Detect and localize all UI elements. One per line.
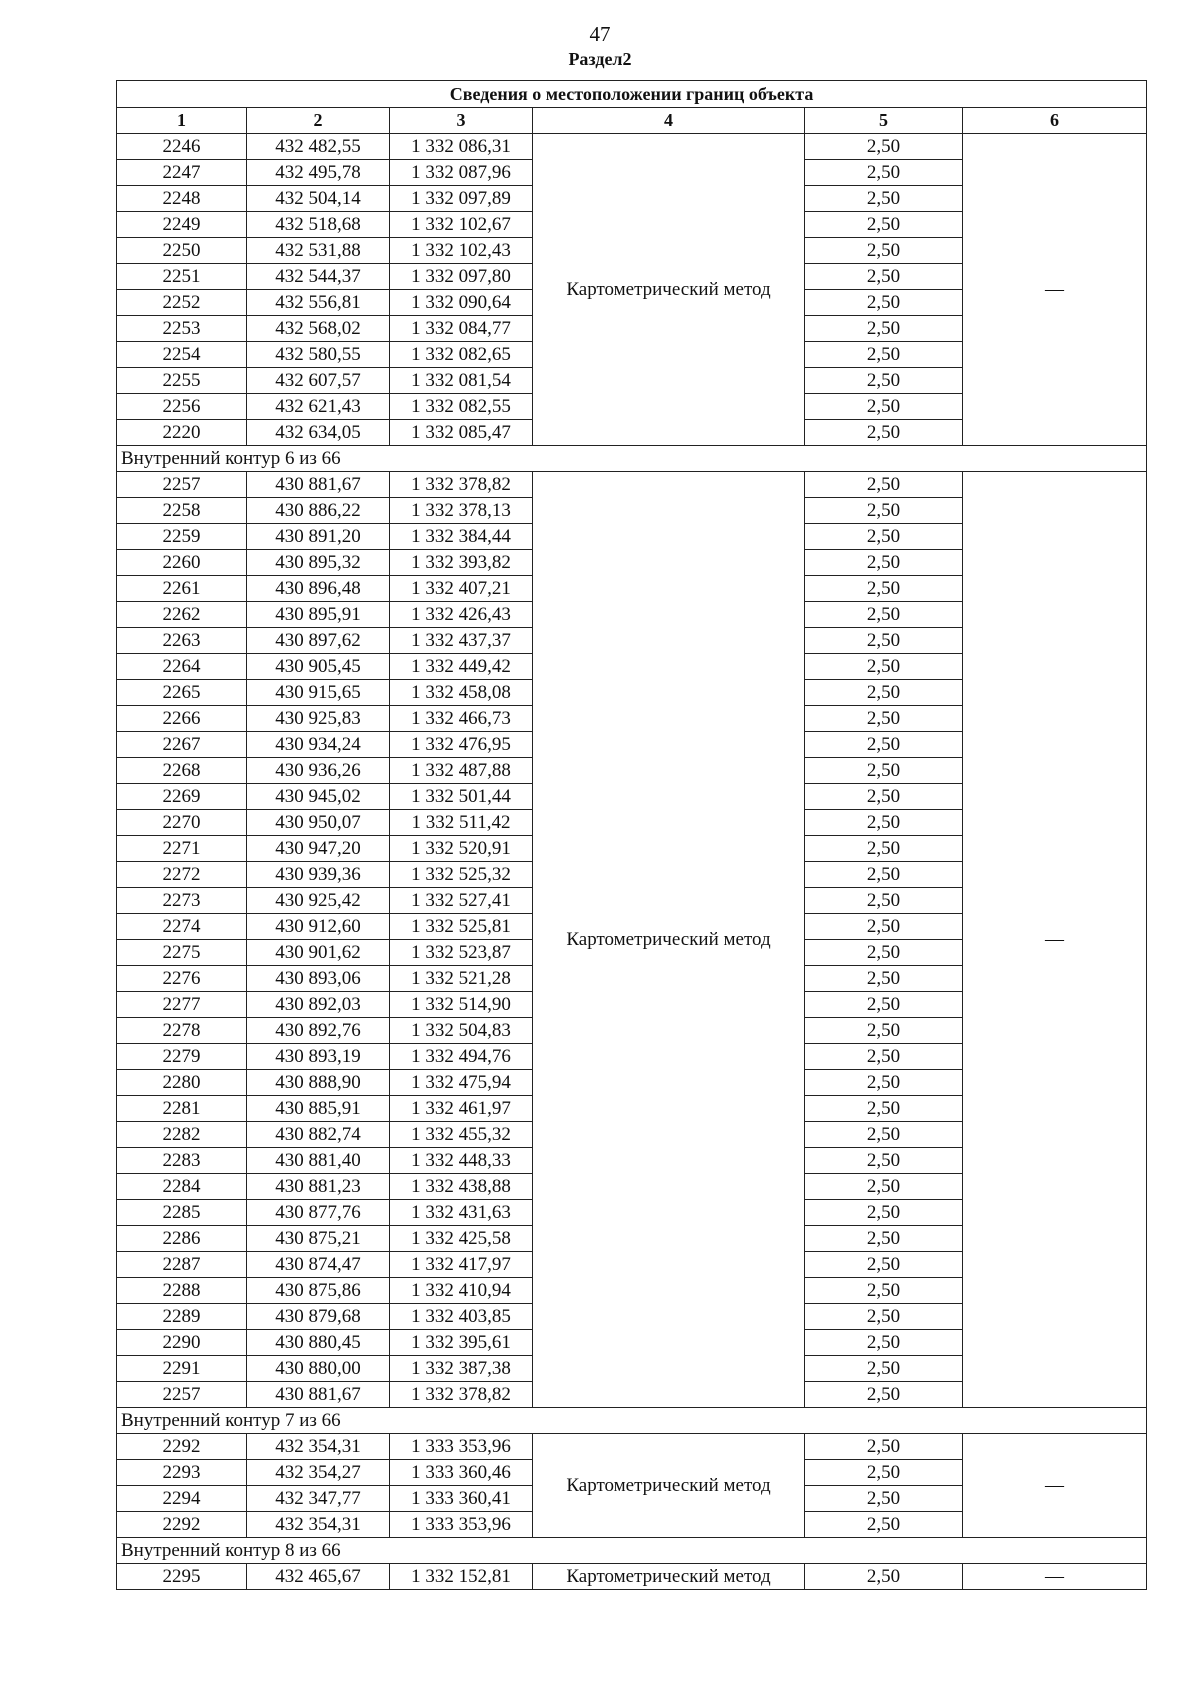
point-number-cell: 2285 bbox=[117, 1200, 247, 1226]
y-coordinate-cell: 1 332 090,64 bbox=[390, 290, 533, 316]
y-coordinate-cell: 1 332 085,47 bbox=[390, 420, 533, 446]
y-coordinate-cell: 1 332 087,96 bbox=[390, 160, 533, 186]
x-coordinate-cell: 430 901,62 bbox=[247, 940, 390, 966]
accuracy-cell: 2,50 bbox=[805, 1200, 963, 1226]
accuracy-cell: 2,50 bbox=[805, 810, 963, 836]
accuracy-cell: 2,50 bbox=[805, 914, 963, 940]
y-coordinate-cell: 1 332 461,97 bbox=[390, 1096, 533, 1122]
x-coordinate-cell: 432 607,57 bbox=[247, 368, 390, 394]
y-coordinate-cell: 1 332 449,42 bbox=[390, 654, 533, 680]
y-coordinate-cell: 1 332 387,38 bbox=[390, 1356, 533, 1382]
accuracy-cell: 2,50 bbox=[805, 264, 963, 290]
y-coordinate-cell: 1 333 360,46 bbox=[390, 1460, 533, 1486]
point-number-cell: 2257 bbox=[117, 1382, 247, 1408]
x-coordinate-cell: 430 934,24 bbox=[247, 732, 390, 758]
y-coordinate-cell: 1 333 353,96 bbox=[390, 1434, 533, 1460]
accuracy-cell: 2,50 bbox=[805, 1564, 963, 1590]
y-coordinate-cell: 1 332 511,42 bbox=[390, 810, 533, 836]
point-number-cell: 2248 bbox=[117, 186, 247, 212]
x-coordinate-cell: 430 915,65 bbox=[247, 680, 390, 706]
x-coordinate-cell: 430 895,91 bbox=[247, 602, 390, 628]
x-coordinate-cell: 432 544,37 bbox=[247, 264, 390, 290]
point-number-cell: 2259 bbox=[117, 524, 247, 550]
point-number-cell: 2267 bbox=[117, 732, 247, 758]
x-coordinate-cell: 430 947,20 bbox=[247, 836, 390, 862]
point-number-cell: 2270 bbox=[117, 810, 247, 836]
accuracy-cell: 2,50 bbox=[805, 706, 963, 732]
y-coordinate-cell: 1 332 437,37 bbox=[390, 628, 533, 654]
x-coordinate-cell: 430 912,60 bbox=[247, 914, 390, 940]
y-coordinate-cell: 1 332 475,94 bbox=[390, 1070, 533, 1096]
y-coordinate-cell: 1 332 393,82 bbox=[390, 550, 533, 576]
column-header: 4 bbox=[533, 108, 805, 134]
accuracy-cell: 2,50 bbox=[805, 940, 963, 966]
accuracy-cell: 2,50 bbox=[805, 420, 963, 446]
table-row bbox=[117, 1564, 1147, 1590]
point-number-cell: 2262 bbox=[117, 602, 247, 628]
point-number-cell: 2264 bbox=[117, 654, 247, 680]
point-number-cell: 2268 bbox=[117, 758, 247, 784]
x-coordinate-cell: 430 881,67 bbox=[247, 472, 390, 498]
description-cell: — bbox=[963, 472, 1147, 1408]
x-coordinate-cell: 432 634,05 bbox=[247, 420, 390, 446]
y-coordinate-cell: 1 332 501,44 bbox=[390, 784, 533, 810]
accuracy-cell: 2,50 bbox=[805, 1278, 963, 1304]
method-cell: Картометрический метод bbox=[533, 472, 805, 1408]
x-coordinate-cell: 432 354,31 bbox=[247, 1512, 390, 1538]
y-coordinate-cell: 1 332 520,91 bbox=[390, 836, 533, 862]
column-header: 6 bbox=[963, 108, 1147, 134]
x-coordinate-cell: 430 925,83 bbox=[247, 706, 390, 732]
x-coordinate-cell: 430 879,68 bbox=[247, 1304, 390, 1330]
x-coordinate-cell: 430 939,36 bbox=[247, 862, 390, 888]
point-number-cell: 2269 bbox=[117, 784, 247, 810]
y-coordinate-cell: 1 332 514,90 bbox=[390, 992, 533, 1018]
point-number-cell: 2284 bbox=[117, 1174, 247, 1200]
y-coordinate-cell: 1 332 417,97 bbox=[390, 1252, 533, 1278]
x-coordinate-cell: 430 882,74 bbox=[247, 1122, 390, 1148]
table-body bbox=[117, 81, 1147, 1590]
point-number-cell: 2282 bbox=[117, 1122, 247, 1148]
y-coordinate-cell: 1 332 466,73 bbox=[390, 706, 533, 732]
x-coordinate-cell: 432 531,88 bbox=[247, 238, 390, 264]
table-row bbox=[117, 134, 1147, 160]
y-coordinate-cell: 1 332 523,87 bbox=[390, 940, 533, 966]
x-coordinate-cell: 430 897,62 bbox=[247, 628, 390, 654]
y-coordinate-cell: 1 332 384,44 bbox=[390, 524, 533, 550]
y-coordinate-cell: 1 332 081,54 bbox=[390, 368, 533, 394]
x-coordinate-cell: 430 881,40 bbox=[247, 1148, 390, 1174]
page-number: 47 bbox=[589, 22, 611, 46]
point-number-cell: 2289 bbox=[117, 1304, 247, 1330]
x-coordinate-cell: 432 504,14 bbox=[247, 186, 390, 212]
x-coordinate-cell: 430 881,23 bbox=[247, 1174, 390, 1200]
accuracy-cell: 2,50 bbox=[805, 1460, 963, 1486]
x-coordinate-cell: 430 886,22 bbox=[247, 498, 390, 524]
accuracy-cell: 2,50 bbox=[805, 1226, 963, 1252]
contour-row bbox=[117, 446, 1147, 472]
accuracy-cell: 2,50 bbox=[805, 992, 963, 1018]
point-number-cell: 2261 bbox=[117, 576, 247, 602]
accuracy-cell: 2,50 bbox=[805, 784, 963, 810]
method-cell: Картометрический метод bbox=[533, 134, 805, 446]
y-coordinate-cell: 1 332 378,13 bbox=[390, 498, 533, 524]
accuracy-cell: 2,50 bbox=[805, 758, 963, 784]
accuracy-cell: 2,50 bbox=[805, 654, 963, 680]
point-number-cell: 2275 bbox=[117, 940, 247, 966]
point-number-cell: 2257 bbox=[117, 472, 247, 498]
x-coordinate-cell: 432 621,43 bbox=[247, 394, 390, 420]
accuracy-cell: 2,50 bbox=[805, 394, 963, 420]
x-coordinate-cell: 430 874,47 bbox=[247, 1252, 390, 1278]
accuracy-cell: 2,50 bbox=[805, 1304, 963, 1330]
accuracy-cell: 2,50 bbox=[805, 1148, 963, 1174]
x-coordinate-cell: 430 892,03 bbox=[247, 992, 390, 1018]
accuracy-cell: 2,50 bbox=[805, 1070, 963, 1096]
y-coordinate-cell: 1 332 487,88 bbox=[390, 758, 533, 784]
y-coordinate-cell: 1 332 425,58 bbox=[390, 1226, 533, 1252]
accuracy-cell: 2,50 bbox=[805, 1252, 963, 1278]
y-coordinate-cell: 1 332 102,43 bbox=[390, 238, 533, 264]
y-coordinate-cell: 1 332 521,28 bbox=[390, 966, 533, 992]
accuracy-cell: 2,50 bbox=[805, 628, 963, 654]
column-header: 2 bbox=[247, 108, 390, 134]
point-number-cell: 2249 bbox=[117, 212, 247, 238]
x-coordinate-cell: 430 875,86 bbox=[247, 1278, 390, 1304]
accuracy-cell: 2,50 bbox=[805, 1356, 963, 1382]
point-number-cell: 2279 bbox=[117, 1044, 247, 1070]
y-coordinate-cell: 1 332 378,82 bbox=[390, 1382, 533, 1408]
x-coordinate-cell: 430 893,06 bbox=[247, 966, 390, 992]
point-number-cell: 2254 bbox=[117, 342, 247, 368]
y-coordinate-cell: 1 333 353,96 bbox=[390, 1512, 533, 1538]
contour-row bbox=[117, 1538, 1147, 1564]
x-coordinate-cell: 430 905,45 bbox=[247, 654, 390, 680]
accuracy-cell: 2,50 bbox=[805, 732, 963, 758]
accuracy-cell: 2,50 bbox=[805, 680, 963, 706]
section-title: Раздел2 bbox=[568, 49, 632, 69]
point-number-cell: 2290 bbox=[117, 1330, 247, 1356]
x-coordinate-cell: 430 945,02 bbox=[247, 784, 390, 810]
x-coordinate-cell: 430 880,00 bbox=[247, 1356, 390, 1382]
accuracy-cell: 2,50 bbox=[805, 1486, 963, 1512]
point-number-cell: 2253 bbox=[117, 316, 247, 342]
point-number-cell: 2271 bbox=[117, 836, 247, 862]
point-number-cell: 2291 bbox=[117, 1356, 247, 1382]
accuracy-cell: 2,50 bbox=[805, 160, 963, 186]
y-coordinate-cell: 1 332 097,80 bbox=[390, 264, 533, 290]
accuracy-cell: 2,50 bbox=[805, 836, 963, 862]
point-number-cell: 2292 bbox=[117, 1512, 247, 1538]
column-header: 3 bbox=[390, 108, 533, 134]
x-coordinate-cell: 432 347,77 bbox=[247, 1486, 390, 1512]
x-coordinate-cell: 430 895,32 bbox=[247, 550, 390, 576]
accuracy-cell: 2,50 bbox=[805, 498, 963, 524]
y-coordinate-cell: 1 332 378,82 bbox=[390, 472, 533, 498]
y-coordinate-cell: 1 332 527,41 bbox=[390, 888, 533, 914]
point-number-cell: 2283 bbox=[117, 1148, 247, 1174]
point-number-cell: 2274 bbox=[117, 914, 247, 940]
point-number-cell: 2258 bbox=[117, 498, 247, 524]
table-row bbox=[117, 1434, 1147, 1460]
accuracy-cell: 2,50 bbox=[805, 134, 963, 160]
y-coordinate-cell: 1 332 458,08 bbox=[390, 680, 533, 706]
point-number-cell: 2255 bbox=[117, 368, 247, 394]
x-coordinate-cell: 430 925,42 bbox=[247, 888, 390, 914]
accuracy-cell: 2,50 bbox=[805, 524, 963, 550]
x-coordinate-cell: 432 518,68 bbox=[247, 212, 390, 238]
y-coordinate-cell: 1 332 410,94 bbox=[390, 1278, 533, 1304]
y-coordinate-cell: 1 332 403,85 bbox=[390, 1304, 533, 1330]
accuracy-cell: 2,50 bbox=[805, 1434, 963, 1460]
column-header: 5 bbox=[805, 108, 963, 134]
point-number-cell: 2287 bbox=[117, 1252, 247, 1278]
point-number-cell: 2220 bbox=[117, 420, 247, 446]
y-coordinate-cell: 1 332 102,67 bbox=[390, 212, 533, 238]
y-coordinate-cell: 1 332 525,32 bbox=[390, 862, 533, 888]
y-coordinate-cell: 1 332 476,95 bbox=[390, 732, 533, 758]
contour-row bbox=[117, 1408, 1147, 1434]
accuracy-cell: 2,50 bbox=[805, 290, 963, 316]
y-coordinate-cell: 1 332 525,81 bbox=[390, 914, 533, 940]
method-cell: Картометрический метод bbox=[533, 1434, 805, 1538]
accuracy-cell: 2,50 bbox=[805, 1330, 963, 1356]
y-coordinate-cell: 1 332 084,77 bbox=[390, 316, 533, 342]
x-coordinate-cell: 430 885,91 bbox=[247, 1096, 390, 1122]
point-number-cell: 2265 bbox=[117, 680, 247, 706]
point-number-cell: 2286 bbox=[117, 1226, 247, 1252]
point-number-cell: 2278 bbox=[117, 1018, 247, 1044]
accuracy-cell: 2,50 bbox=[805, 472, 963, 498]
point-number-cell: 2246 bbox=[117, 134, 247, 160]
x-coordinate-cell: 430 896,48 bbox=[247, 576, 390, 602]
y-coordinate-cell: 1 332 455,32 bbox=[390, 1122, 533, 1148]
x-coordinate-cell: 432 568,02 bbox=[247, 316, 390, 342]
point-number-cell: 2276 bbox=[117, 966, 247, 992]
x-coordinate-cell: 432 482,55 bbox=[247, 134, 390, 160]
x-coordinate-cell: 430 881,67 bbox=[247, 1382, 390, 1408]
contour-label: Внутренний контур 8 из 66 bbox=[117, 1538, 1147, 1564]
y-coordinate-cell: 1 332 086,31 bbox=[390, 134, 533, 160]
point-number-cell: 2292 bbox=[117, 1434, 247, 1460]
y-coordinate-cell: 1 332 448,33 bbox=[390, 1148, 533, 1174]
point-number-cell: 2266 bbox=[117, 706, 247, 732]
accuracy-cell: 2,50 bbox=[805, 238, 963, 264]
y-coordinate-cell: 1 332 097,89 bbox=[390, 186, 533, 212]
point-number-cell: 2247 bbox=[117, 160, 247, 186]
x-coordinate-cell: 430 893,19 bbox=[247, 1044, 390, 1070]
y-coordinate-cell: 1 332 152,81 bbox=[390, 1564, 533, 1590]
x-coordinate-cell: 430 888,90 bbox=[247, 1070, 390, 1096]
point-number-cell: 2273 bbox=[117, 888, 247, 914]
accuracy-cell: 2,50 bbox=[805, 862, 963, 888]
x-coordinate-cell: 430 950,07 bbox=[247, 810, 390, 836]
point-number-cell: 2260 bbox=[117, 550, 247, 576]
y-coordinate-cell: 1 332 082,55 bbox=[390, 394, 533, 420]
accuracy-cell: 2,50 bbox=[805, 368, 963, 394]
y-coordinate-cell: 1 332 438,88 bbox=[390, 1174, 533, 1200]
description-cell: — bbox=[963, 1434, 1147, 1538]
description-cell: — bbox=[963, 1564, 1147, 1590]
y-coordinate-cell: 1 333 360,41 bbox=[390, 1486, 533, 1512]
y-coordinate-cell: 1 332 426,43 bbox=[390, 602, 533, 628]
x-coordinate-cell: 430 936,26 bbox=[247, 758, 390, 784]
accuracy-cell: 2,50 bbox=[805, 186, 963, 212]
point-number-cell: 2295 bbox=[117, 1564, 247, 1590]
x-coordinate-cell: 430 892,76 bbox=[247, 1018, 390, 1044]
accuracy-cell: 2,50 bbox=[805, 316, 963, 342]
table-title: Сведения о местоположении границ объекта bbox=[117, 81, 1147, 108]
column-header: 1 bbox=[117, 108, 247, 134]
accuracy-cell: 2,50 bbox=[805, 1096, 963, 1122]
x-coordinate-cell: 432 495,78 bbox=[247, 160, 390, 186]
accuracy-cell: 2,50 bbox=[805, 888, 963, 914]
point-number-cell: 2288 bbox=[117, 1278, 247, 1304]
accuracy-cell: 2,50 bbox=[805, 342, 963, 368]
accuracy-cell: 2,50 bbox=[805, 966, 963, 992]
accuracy-cell: 2,50 bbox=[805, 212, 963, 238]
boundary-table bbox=[116, 80, 1147, 1590]
point-number-cell: 2293 bbox=[117, 1460, 247, 1486]
accuracy-cell: 2,50 bbox=[805, 1512, 963, 1538]
point-number-cell: 2281 bbox=[117, 1096, 247, 1122]
x-coordinate-cell: 430 880,45 bbox=[247, 1330, 390, 1356]
y-coordinate-cell: 1 332 082,65 bbox=[390, 342, 533, 368]
y-coordinate-cell: 1 332 407,21 bbox=[390, 576, 533, 602]
point-number-cell: 2250 bbox=[117, 238, 247, 264]
y-coordinate-cell: 1 332 431,63 bbox=[390, 1200, 533, 1226]
point-number-cell: 2277 bbox=[117, 992, 247, 1018]
accuracy-cell: 2,50 bbox=[805, 1382, 963, 1408]
accuracy-cell: 2,50 bbox=[805, 602, 963, 628]
point-number-cell: 2256 bbox=[117, 394, 247, 420]
accuracy-cell: 2,50 bbox=[805, 1122, 963, 1148]
method-cell: Картометрический метод bbox=[533, 1564, 805, 1590]
point-number-cell: 2263 bbox=[117, 628, 247, 654]
contour-label: Внутренний контур 6 из 66 bbox=[117, 446, 1147, 472]
table-header-row bbox=[117, 108, 1147, 134]
x-coordinate-cell: 432 556,81 bbox=[247, 290, 390, 316]
point-number-cell: 2252 bbox=[117, 290, 247, 316]
point-number-cell: 2272 bbox=[117, 862, 247, 888]
table-row bbox=[117, 472, 1147, 498]
accuracy-cell: 2,50 bbox=[805, 1174, 963, 1200]
point-number-cell: 2251 bbox=[117, 264, 247, 290]
y-coordinate-cell: 1 332 395,61 bbox=[390, 1330, 533, 1356]
contour-label: Внутренний контур 7 из 66 bbox=[117, 1408, 1147, 1434]
accuracy-cell: 2,50 bbox=[805, 1044, 963, 1070]
x-coordinate-cell: 430 877,76 bbox=[247, 1200, 390, 1226]
description-cell: — bbox=[963, 134, 1147, 446]
x-coordinate-cell: 432 580,55 bbox=[247, 342, 390, 368]
point-number-cell: 2280 bbox=[117, 1070, 247, 1096]
x-coordinate-cell: 430 875,21 bbox=[247, 1226, 390, 1252]
point-number-cell: 2294 bbox=[117, 1486, 247, 1512]
y-coordinate-cell: 1 332 504,83 bbox=[390, 1018, 533, 1044]
x-coordinate-cell: 430 891,20 bbox=[247, 524, 390, 550]
accuracy-cell: 2,50 bbox=[805, 1018, 963, 1044]
x-coordinate-cell: 432 465,67 bbox=[247, 1564, 390, 1590]
y-coordinate-cell: 1 332 494,76 bbox=[390, 1044, 533, 1070]
accuracy-cell: 2,50 bbox=[805, 550, 963, 576]
accuracy-cell: 2,50 bbox=[805, 576, 963, 602]
x-coordinate-cell: 432 354,27 bbox=[247, 1460, 390, 1486]
x-coordinate-cell: 432 354,31 bbox=[247, 1434, 390, 1460]
